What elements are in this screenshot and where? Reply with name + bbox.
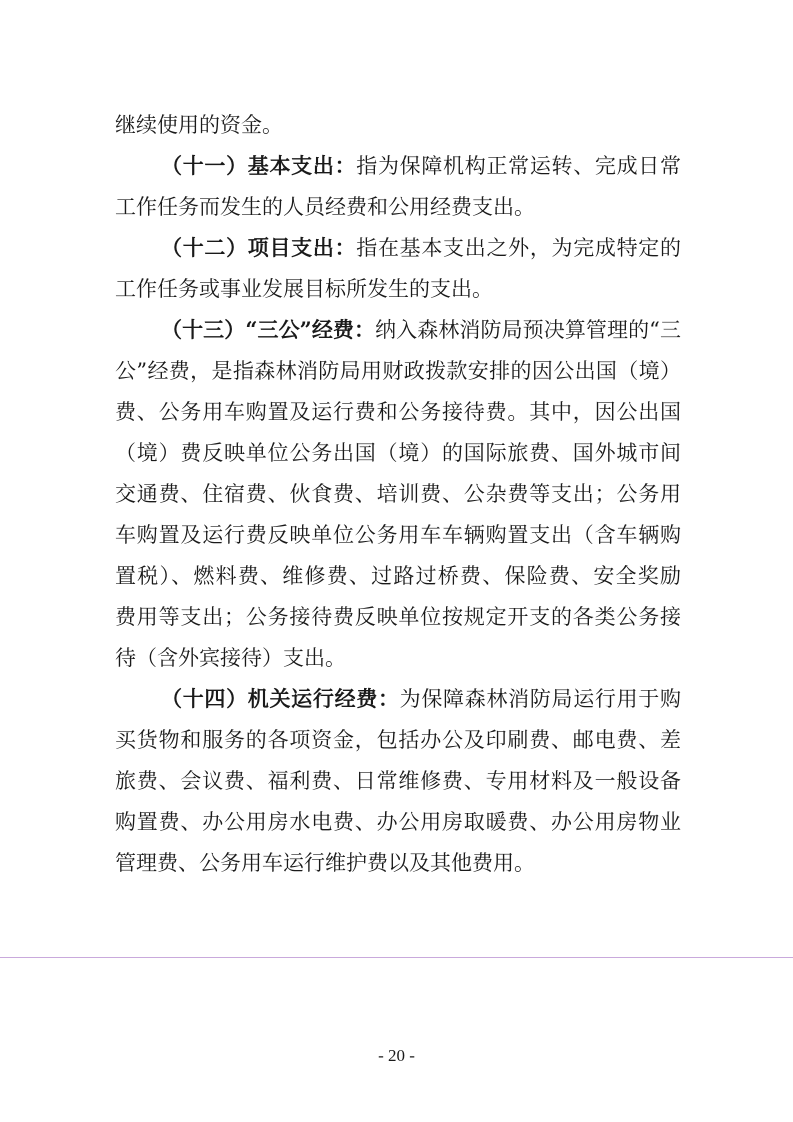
paragraph-line: [115, 850, 681, 876]
paragraph-text: 工作任务而发生的人员经费和公用经费支出。: [115, 195, 535, 219]
paragraph-line: [161, 686, 681, 712]
paragraph-text: 公”经费，是指森林消防局用财政拨款安排的因公出国（境）: [115, 359, 681, 383]
paragraph-line: [115, 563, 681, 589]
paragraph-line: [115, 522, 681, 548]
paragraph-text: 车购置及运行费反映单位公务用车车辆购置支出（含车辆购: [115, 523, 681, 547]
paragraph-text: （境）费反映单位公务出国（境）的国际旅费、国外城市间: [115, 441, 681, 465]
paragraph-text: 继续使用的资金。: [115, 113, 283, 137]
paragraph-text: 指为保障机构正常运转、完成日常: [356, 154, 682, 178]
paragraph-line: [115, 768, 681, 794]
paragraph-line: [115, 194, 681, 220]
paragraph-text: 交通费、住宿费、伙食费、培训费、公杂费等支出；公务用: [115, 482, 681, 506]
paragraph-text: 为保障森林消防局运行用于购: [399, 687, 682, 711]
paragraph-text: 置税）、燃料费、维修费、过路过桥费、保险费、安全奖励: [115, 564, 681, 588]
paragraph-text: 购置费、办公用房水电费、办公用房取暖费、办公用房物业: [115, 810, 681, 834]
page-number: - 20 -: [378, 1046, 415, 1065]
paragraph-text: 费用等支出；公务接待费反映单位按规定开支的各类公务接: [115, 605, 681, 629]
section-heading: （十三）“三公”经费：: [161, 317, 376, 342]
paragraph-text: 工作任务或事业发展目标所发生的支出。: [115, 277, 493, 301]
paragraph-line: [115, 358, 681, 384]
section-heading: （十四）机关运行经费：: [161, 686, 400, 711]
paragraph-text: 管理费、公务用车运行维护费以及其他费用。: [115, 851, 535, 875]
paragraph-line: [115, 727, 681, 753]
paragraph-line: [115, 399, 681, 425]
section-heading: （十一）基本支出：: [161, 153, 357, 178]
footer-divider: [0, 957, 793, 958]
paragraph-text: 指在基本支出之外，为完成特定的: [356, 236, 682, 260]
paragraph-text: 纳入森林消防局预决算管理的“三: [375, 318, 681, 342]
paragraph-line: [115, 604, 681, 630]
paragraph-line: [161, 235, 681, 261]
paragraph-line: [161, 317, 681, 343]
paragraph-text: 买货物和服务的各项资金，包括办公及印刷费、邮电费、差: [115, 728, 681, 752]
section-heading: （十二）项目支出：: [161, 235, 357, 260]
paragraph-text: 待（含外宾接待）支出。: [115, 646, 346, 670]
paragraph-line: [115, 440, 681, 466]
paragraph-line: [161, 153, 681, 179]
paragraph-line: [115, 112, 681, 138]
paragraph-line: [115, 645, 681, 671]
paragraph-line: [115, 809, 681, 835]
paragraph-line: [115, 276, 681, 302]
paragraph-text: 旅费、会议费、福利费、日常维修费、专用材料及一般设备: [115, 769, 681, 793]
paragraph-text: 费、公务用车购置及运行费和公务接待费。其中，因公出国: [115, 400, 681, 424]
paragraph-line: [115, 481, 681, 507]
